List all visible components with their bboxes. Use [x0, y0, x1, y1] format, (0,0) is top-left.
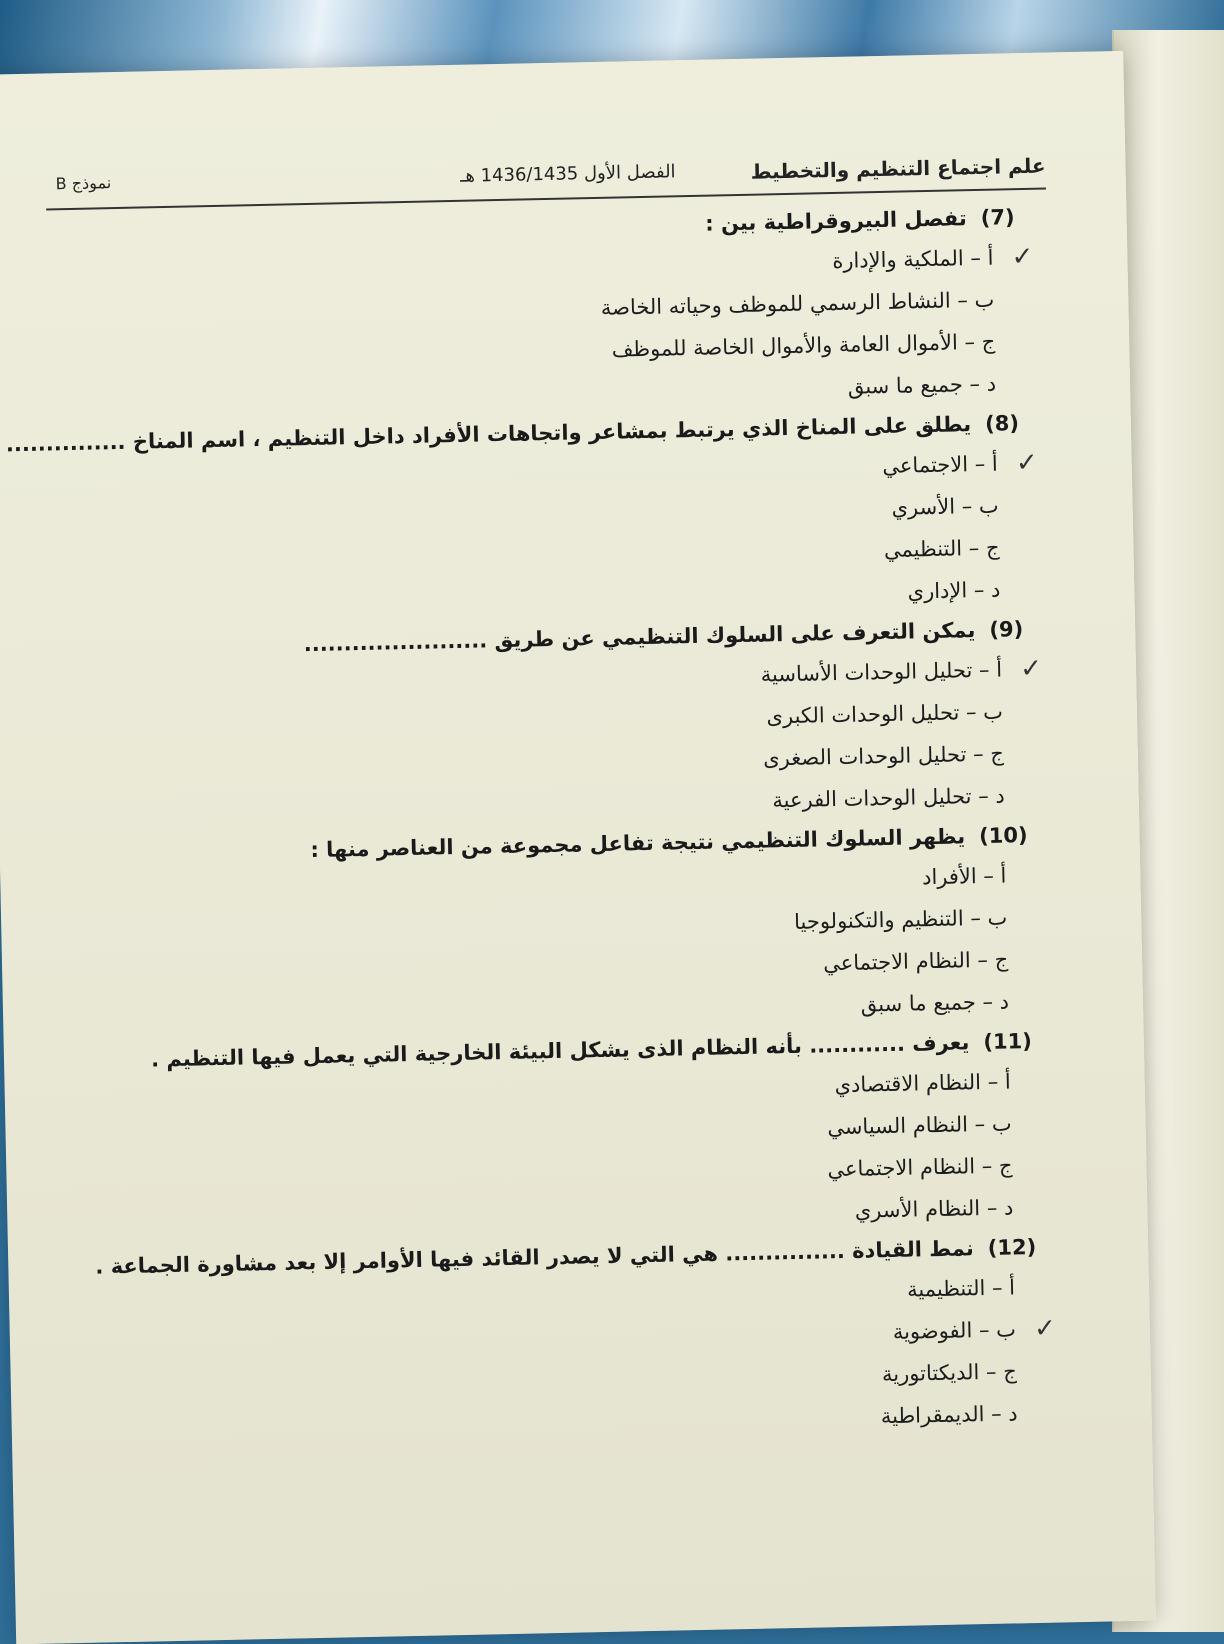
question-10 — [127, 816, 1031, 1041]
exam-page — [0, 51, 1156, 1644]
question-text: يمكن التعرف على السلوك التنظيمي عن طريق ....................... — [303, 618, 976, 657]
option-text: د – الإداري — [907, 577, 1001, 604]
option-text: ب – التنظيم والتكنولوجيا — [793, 905, 1008, 934]
question-text: يظهر السلوك التنظيمي نتيجة تفاعل مجموعة من العناصر منها : — [310, 824, 966, 863]
question-text: تفصل البيروقراطية بين : — [704, 206, 968, 236]
checkmark-icon: ✓ — [1033, 1313, 1057, 1345]
option-text: أ – الاجتماعي — [882, 451, 998, 478]
question-text: يطلق على المناخ الذي يرتبط بمشاعر واتجاهات الأفراد داخل التنظيم ، اسم المناخ ............... — [5, 412, 972, 457]
option-text: ج – النظام الاجتماعي — [827, 1153, 1013, 1182]
question-number: (7) — [980, 205, 1015, 230]
option-text: د – جميع ما سبق — [847, 371, 997, 399]
course-title: علم اجتماع التنظيم والتخطيط — [750, 153, 1046, 184]
question-number: (12) — [987, 1234, 1037, 1260]
option-text: أ – النظام الاقتصادي — [834, 1069, 1011, 1098]
question-number: (8) — [984, 411, 1020, 436]
checkmark-icon: ✓ — [1019, 653, 1043, 685]
checkmark-icon: ✓ — [1015, 447, 1039, 479]
questions-list — [5, 198, 1057, 1453]
semester-label: الفصل الأول 1436/1435 هـ — [459, 161, 676, 187]
option-text: أ – الأفراد — [921, 863, 1007, 890]
option-text: د – النظام الأسري — [854, 1195, 1014, 1223]
question-number: (11) — [983, 1028, 1033, 1055]
option-text: أ – التنظيمية — [906, 1275, 1016, 1302]
option-text: ب – النشاط الرسمي للموظف وحياته الخاصة — [600, 287, 995, 320]
option-text: أ – تحليل الوحدات الأساسية — [760, 657, 1003, 687]
question-number: (9) — [989, 617, 1024, 642]
option-text: ج – تحليل الوحدات الصغرى — [762, 741, 1005, 771]
option-text: ج – الأموال العامة والأموال الخاصة للموظف — [611, 329, 996, 362]
question-9 — [123, 610, 1043, 835]
model-label: نموذج B — [55, 173, 112, 194]
option-text: د – الديمقراطية — [880, 1401, 1018, 1429]
question-text: يعرف ............ بأنه النظام الذى يشكل البيئة الخارجية التي يعمل فيها التنظيم . — [150, 1030, 970, 1072]
option-text: ب – تحليل الوحدات الكبرى — [766, 699, 1004, 729]
option-text: د – جميع ما سبق — [860, 989, 1010, 1017]
option-text: ج – النظام الاجتماعي — [822, 947, 1009, 976]
checkmark-icon: ✓ — [1011, 241, 1034, 273]
question-7 — [114, 198, 1034, 423]
question-8 — [5, 404, 1039, 629]
question-text: نمط القيادة ............... هي التي لا يصدر القائد فيها الأوامر إلا بعد مشاورة الجماعة . — [95, 1236, 974, 1279]
option-text: د – تحليل الوحدات الفرعية — [772, 783, 1005, 813]
option-text: ج – التنظيمي — [883, 535, 1000, 562]
option-text: ب – الأسري — [891, 493, 999, 520]
option-text: ب – النظام السياسي — [827, 1111, 1012, 1140]
option-text: ج – الديكتاتورية — [881, 1359, 1018, 1387]
question-12 — [95, 1228, 1057, 1453]
question-11 — [132, 1022, 1036, 1247]
option-text: أ – الملكية والإدارة — [832, 245, 994, 274]
option-text: ب – الفوضوية — [892, 1317, 1017, 1344]
question-number: (10) — [978, 823, 1028, 849]
